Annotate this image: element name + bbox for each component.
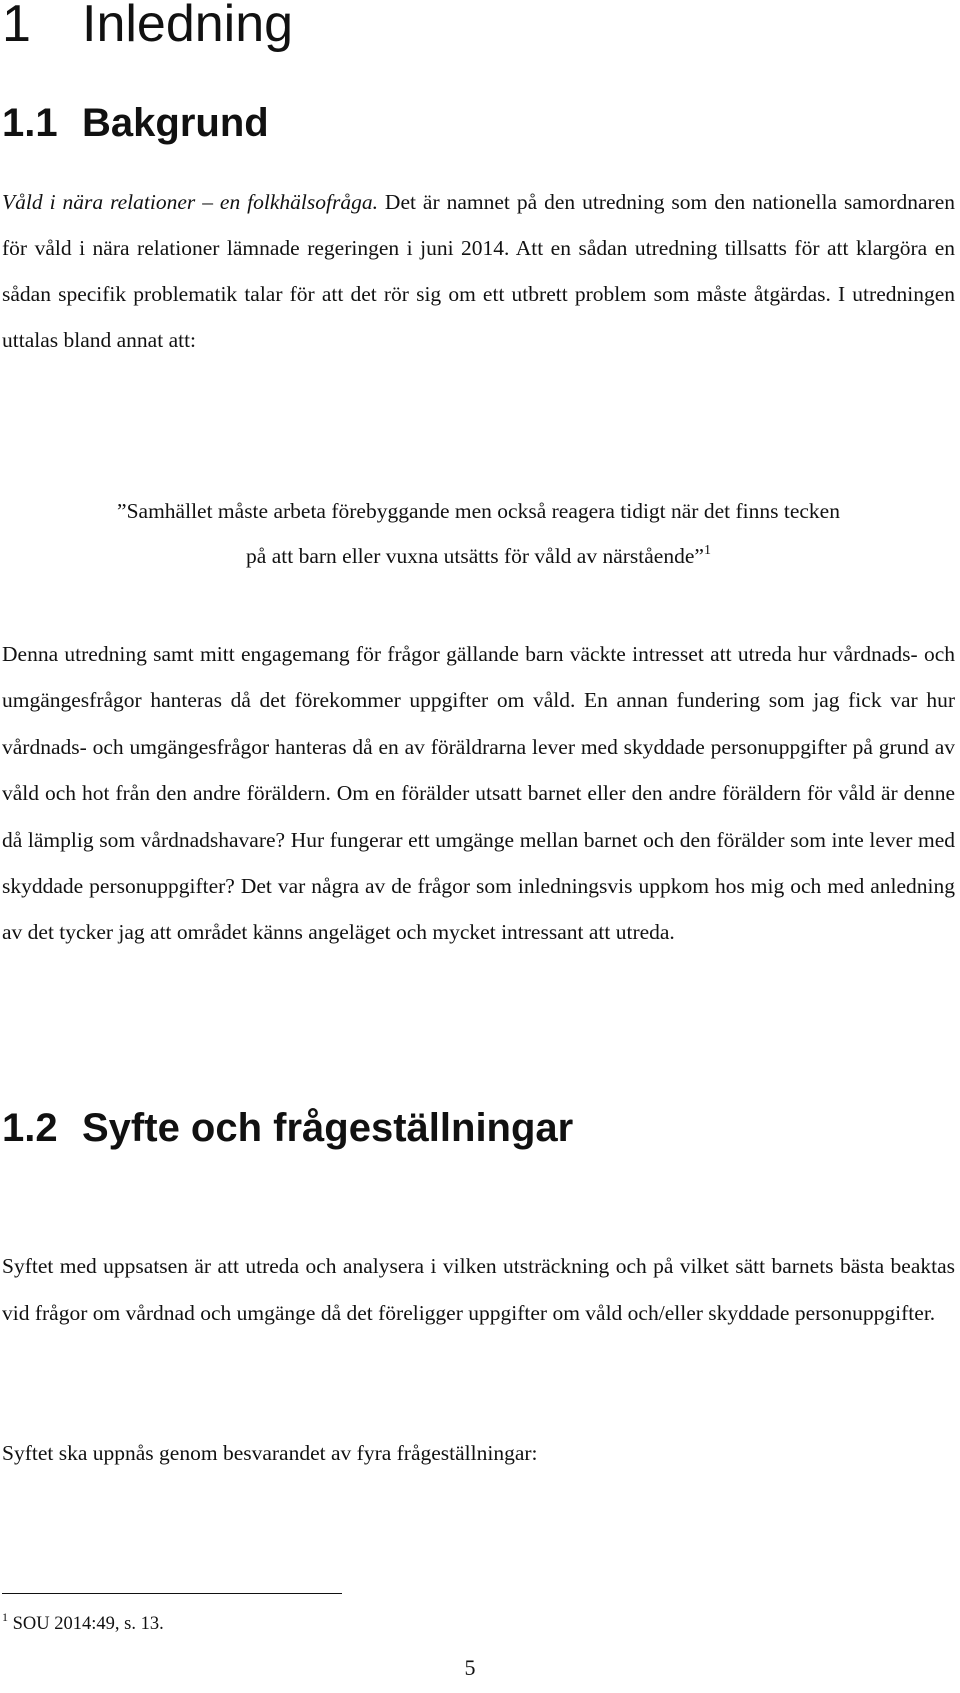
background-paragraph xyxy=(2,179,955,363)
background-paragraph-text: Det är namnet på den utredning som den nationella samordnaren för våld i nära relationer lämnade regeringen i juni 2014. Att en sådan utredning tillsatts för att klargöra en sådan specifik problematik talar för att det rör sig om ett utbrett problem som måste åtgärdas. I utredningen uttalas bland annat att: xyxy=(2,190,955,352)
footnote xyxy=(2,1611,164,1637)
section-heading-syfte xyxy=(2,1104,573,1152)
block-quote-line-2 xyxy=(2,533,955,579)
block-quote-text: på att barn eller vuxna utsätts för våld av närstående” xyxy=(246,544,704,568)
research-questions-intro: Syftet ska uppnås genom besvarandet av fyra frågeställningar: xyxy=(2,1441,538,1465)
page-number: 5 xyxy=(464,1655,476,1680)
section-number: 1.2 xyxy=(2,1106,58,1150)
report-title: Våld i nära relationer – en folkhälsofråga. xyxy=(2,190,378,214)
chapter-title: Inledning xyxy=(82,0,294,53)
footnote-separator xyxy=(2,1593,342,1594)
footnote-marker: 1 xyxy=(2,1610,8,1624)
block-quote-line-1: ”Samhället måste arbeta förebyggande men också reagera tidigt när det finns tecken xyxy=(117,499,840,523)
chapter-heading xyxy=(2,0,293,54)
motivation-paragraph: Denna utredning samt mitt engagemang för frågor gällande barn väckte intresset att utreda hur vårdnads- och umgängesfrågor hanteras då det förekommer uppgifter om våld. En annan fundering som jag fick var hur vårdnads- och umgängesfrågor hanteras då en av föräldrarna lever med skyddade personuppgifter på grund av våld och hot från den andre föräldern. Om en förälder utsatt barnet eller den andre föräldern för våld är denne då lämplig som vårdnadshavare? Hur fungerar ett umgänge mellan barnet och den förälder som inte lever med skyddade personuppgifter? Det var några av de frågor som inledningsvis uppkom hos mig och med anledning av det tycker jag att området känns angeläget och mycket intressant att utreda. xyxy=(2,642,955,945)
purpose-paragraph: Syftet med uppsatsen är att utreda och analysera i vilken utsträckning och på vilket sätt barnets bästa beaktas vid frågor om vårdnad och umgänge då det föreligger uppgifter om våld och/eller skyddade personuppgifter. xyxy=(2,1254,955,1325)
section-heading-bakgrund xyxy=(2,99,269,147)
footnote-text: SOU 2014:49, s. 13. xyxy=(8,1614,164,1634)
footnote-reference[interactable]: 1 xyxy=(703,543,711,558)
section-number: 1.1 xyxy=(2,101,58,145)
section-title: Bakgrund xyxy=(82,101,269,145)
section-title: Syfte och frågeställningar xyxy=(82,1106,574,1150)
chapter-number: 1 xyxy=(2,0,31,53)
